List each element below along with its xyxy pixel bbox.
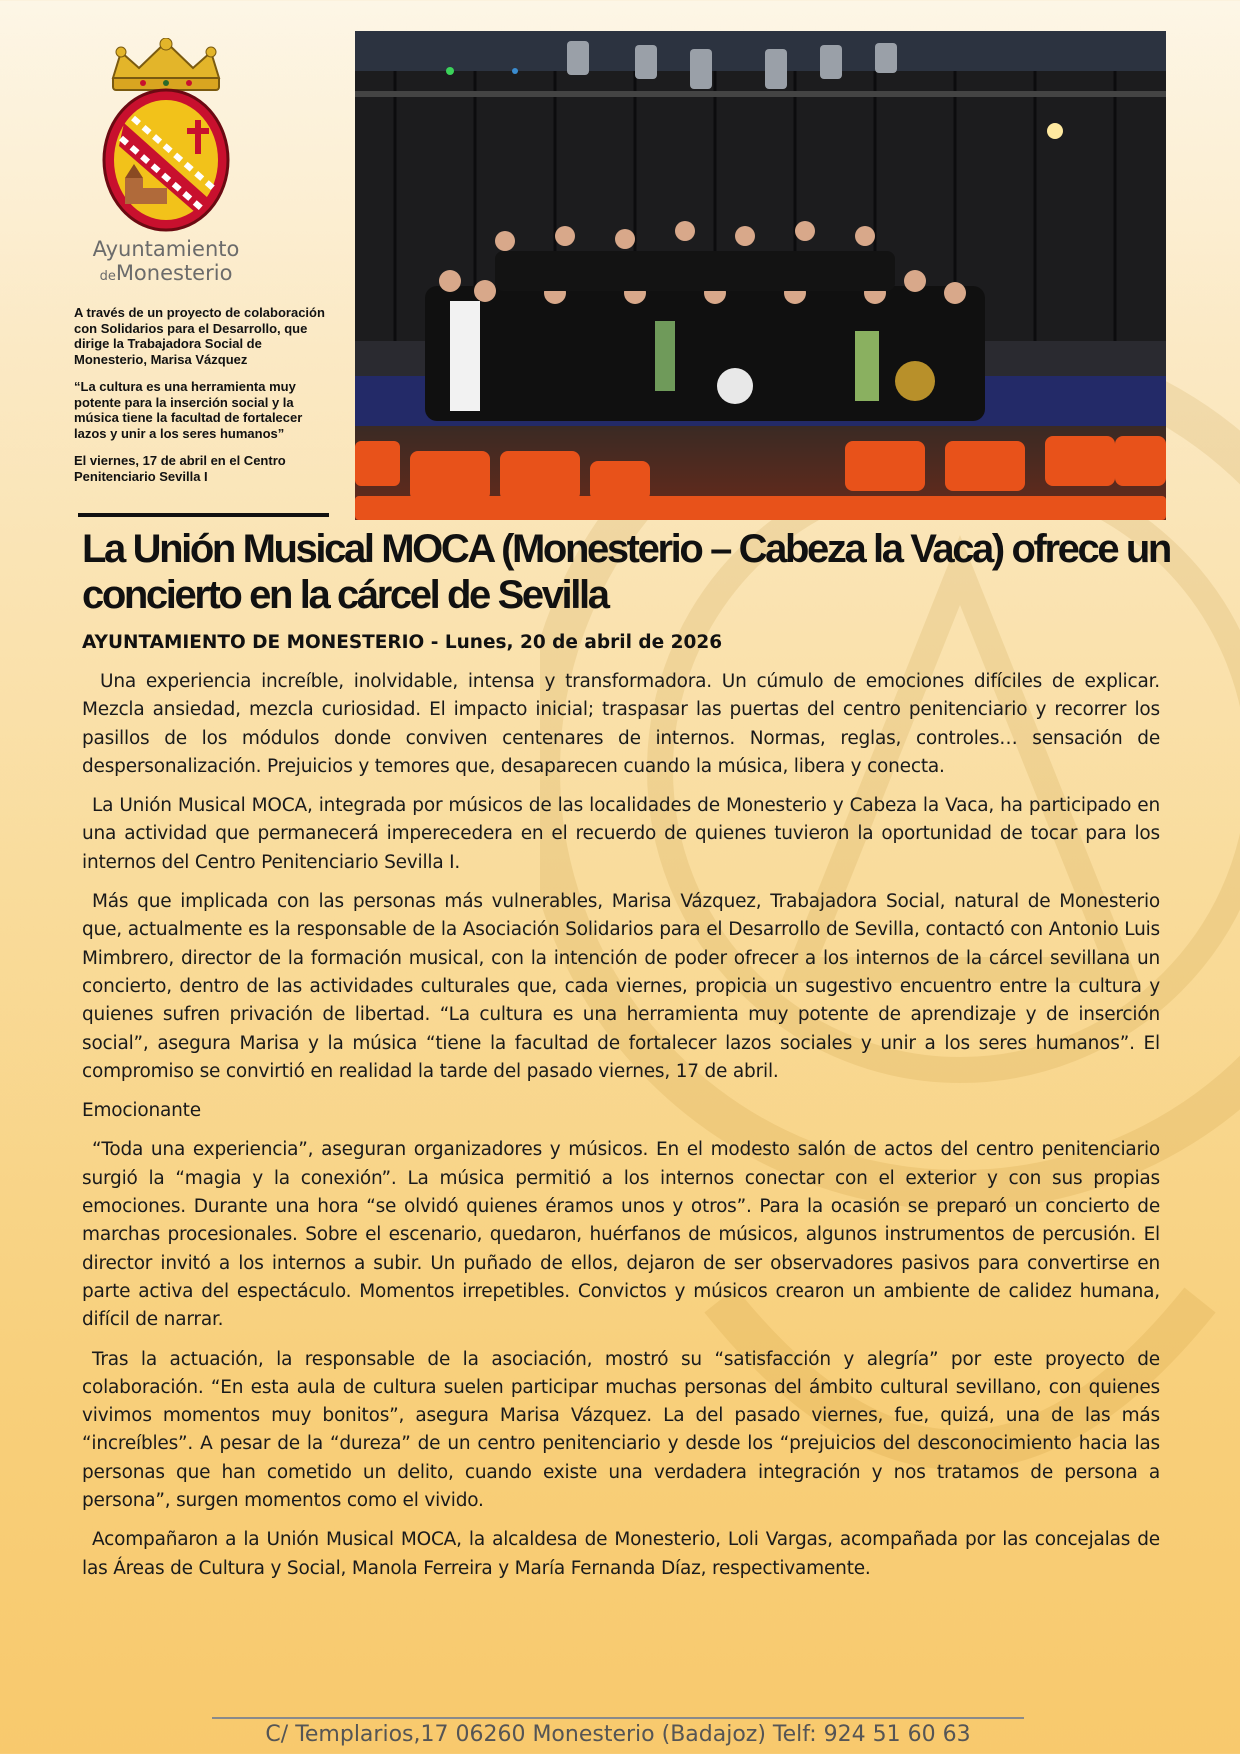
municipal-logo — [78, 38, 254, 289]
footer-address: C/ Templarios,17 06260 Monesterio (Badajoz) Telf: 924 51 60 63 — [265, 1722, 971, 1747]
footer-divider — [212, 1717, 1024, 1719]
article-paragraph: La Unión Musical MOCA, integrada por músicos de las localidades de Monesterio y Cabeza la Vaca, ha participado en una actividad que permanecerá imperecedera en el recuerdo de quienes tuvieron la oportunidad de tocar para los internos del Centro Penitenciario Sevilla I. — [82, 795, 1160, 873]
article-byline: AYUNTAMIENTO DE MONESTERIO - Lunes, 20 de abril de 2026 — [82, 632, 723, 653]
article-headline: La Unión Musical MOCA (Monesterio – Cabeza la Vaca) ofrece un concierto en la cárcel de Sevilla — [82, 527, 1170, 617]
article-paragraph: Una experiencia increíble, inolvidable, intensa y transformadora. Un cúmulo de emociones difíciles de explicar. Mezcla ansiedad, mezcla curiosidad. El impacto inicial; traspasar las puertas del centro penitenciario y recorrer los pasillos de los módulos donde conviven centenares de internos. Normas, reglas, controles… sensación de despersonalización. Prejuicios y temores que, desaparecen cuando la música, libera y conecta. — [82, 671, 1160, 777]
summary-sidebar — [74, 305, 336, 496]
logo-name-de: de — [99, 269, 116, 284]
summary-date: El viernes, 17 de abril en el Centro Penitenciario Sevilla I — [74, 453, 286, 484]
article-body — [82, 668, 1160, 1594]
article-subheading: Emocionante — [82, 1100, 201, 1122]
band-group-photo — [355, 31, 1166, 520]
sidebar-divider — [78, 513, 329, 517]
article-paragraph: “Toda una experiencia”, aseguran organizadores y músicos. En el modesto salón de actos del centro penitenciario surgió la “magia y la conexión”. La música permitió a los internos conectar con el exterior y con sus propias emociones. Durante una hora “se olvidó quienes éramos unos y otros”. Para la ocasión se preparó un concierto de marchas procesionales. Sobre el escenario, quedaron, huérfanos de músicos, algunos instrumentos de percusión. El director invitó a los internos a subir. Un puñado de ellos, dejaron de ser observadores pasivos para convertirse en parte activa del espectáculo. Momentos irrepetibles. Convictos y músicos crearon un ambiente de calidez humana, difícil de narrar. — [82, 1139, 1160, 1331]
coat-of-arms-icon — [91, 38, 241, 233]
logo-name-line1: Ayuntamiento — [92, 237, 240, 261]
summary-paragraph: A través de un proyecto de colaboración con Solidarios para el Desarrollo, que dirige la Trabajadora Social de Monesterio, Marisa Vázquez — [74, 305, 325, 367]
article-paragraph: Más que implicada con las personas más vulnerables, Marisa Vázquez, Trabajadora Social, natural de Monesterio que, actualmente es la responsable de la Asociación Solidarios para el Desarrollo de Sevilla, contactó con Antonio Luis Mimbrero, director de la formación musical, con la intención de poder ofrecer a los internos de la cárcel sevillana un concierto, dentro de las actividades culturales que, cada viernes, propicia un sugestivo encuentro entre la cultura y quienes sufren privación de libertad. “La cultura es una herramienta muy potente de aprendizaje y de inserción social”, asegura Marisa y la música “tiene la facultad de fortalecer lazos sociales y unir a los seres humanos”. El compromiso se convirtió en realidad la tarde del pasado viernes, 17 de abril. — [82, 891, 1160, 1082]
article-paragraph: Tras la actuación, la responsable de la asociación, mostró su “satisfacción y alegría” por este proyecto de colaboración. “En esta aula de cultura suelen participar muchas personas del ámbito cultural sevillano, con quienes vivimos momentos muy bonitos”, asegura Marisa Vázquez. La del pasado viernes, fue, quizá, una de las más “increíbles”. A pesar de la “dureza” de un centro penitenciario y desde los “prejuicios del desconocimiento hacia las personas que han cometido un delito, cuando existe una verdadera integración y nos tratamos de persona a persona”, surgen momentos como el vivido. — [82, 1348, 1160, 1512]
summary-quote: “La cultura es una herramienta muy potente para la inserción social y la música tiene la facultad de fortalecer lazos y unir a los seres humanos” — [74, 379, 303, 441]
logo-name-line2: Monesterio — [115, 261, 233, 285]
article-paragraph: Acompañaron a la Unión Musical MOCA, la alcaldesa de Monesterio, Loli Vargas, acompañada por las concejalas de las Áreas de Cultura y Social, Manola Ferreira y María Fernanda Díaz, respectivamente. — [82, 1529, 1160, 1579]
